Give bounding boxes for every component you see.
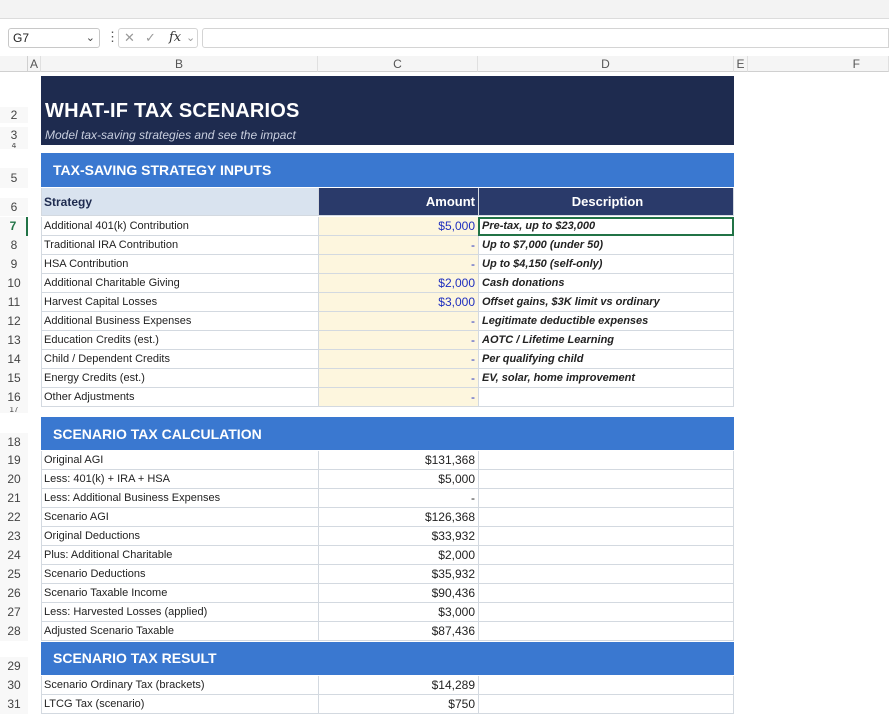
calc-value[interactable]: $90,436 bbox=[318, 584, 478, 603]
strategy-label[interactable]: Additional Charitable Giving bbox=[41, 274, 318, 293]
description-cell[interactable]: EV, solar, home improvement bbox=[478, 369, 734, 388]
row-header-6[interactable]: 6 bbox=[0, 198, 28, 216]
header-strategy[interactable]: Strategy bbox=[41, 188, 318, 216]
header-description[interactable]: Description bbox=[478, 188, 734, 216]
strategy-label[interactable]: Additional Business Expenses bbox=[41, 312, 318, 331]
row-header-13[interactable]: 13 bbox=[0, 331, 28, 350]
empty-cell[interactable] bbox=[478, 584, 734, 603]
section-header-inputs bbox=[41, 153, 734, 187]
column-header-c[interactable]: C bbox=[318, 56, 478, 72]
calc-label[interactable]: Less: Harvested Losses (applied) bbox=[41, 603, 318, 622]
section-header-calculation bbox=[41, 417, 734, 450]
cancel-icon[interactable]: ✕ bbox=[124, 30, 135, 45]
description-cell[interactable]: Per qualifying child bbox=[478, 350, 734, 369]
formula-buttons bbox=[118, 28, 198, 48]
name-box[interactable] bbox=[8, 28, 100, 48]
strategy-label[interactable]: Additional 401(k) Contribution bbox=[41, 217, 318, 236]
row-header-12[interactable]: 12 bbox=[0, 312, 28, 331]
column-header-e[interactable]: E bbox=[734, 56, 748, 72]
section-title: SCENARIO TAX RESULT bbox=[53, 650, 217, 666]
calc-value[interactable]: $126,368 bbox=[318, 508, 478, 527]
result-value[interactable]: $750 bbox=[318, 695, 478, 714]
insert-function-icon[interactable]: fx bbox=[169, 30, 182, 45]
row-header-25[interactable]: 25 bbox=[0, 565, 28, 584]
page-title: WHAT-IF TAX SCENARIOS bbox=[45, 100, 300, 122]
strategy-label[interactable]: Other Adjustments bbox=[41, 388, 318, 407]
confirm-icon[interactable]: ✓ bbox=[145, 30, 156, 45]
empty-cell[interactable] bbox=[478, 546, 734, 565]
more-options-icon[interactable]: ⋮ bbox=[106, 29, 119, 44]
description-cell[interactable]: Offset gains, $3K limit vs ordinary bbox=[478, 293, 734, 312]
row-header-11[interactable]: 11 bbox=[0, 293, 28, 312]
row-header-15[interactable]: 15 bbox=[0, 369, 28, 388]
row-header-5[interactable]: 5 bbox=[0, 168, 28, 188]
row-header-29[interactable]: 29 bbox=[0, 657, 28, 676]
amount-input[interactable]: - bbox=[318, 312, 478, 331]
amount-input[interactable]: - bbox=[318, 331, 478, 350]
calc-value[interactable]: $87,436 bbox=[318, 622, 478, 641]
amount-input[interactable]: - bbox=[318, 236, 478, 255]
result-value[interactable]: $14,289 bbox=[318, 676, 478, 695]
description-cell[interactable]: Up to $4,150 (self-only) bbox=[478, 255, 734, 274]
calc-value[interactable]: $3,000 bbox=[318, 603, 478, 622]
amount-input[interactable]: $2,000 bbox=[318, 274, 478, 293]
calc-label[interactable]: Less: 401(k) + IRA + HSA bbox=[41, 470, 318, 489]
row-header-27[interactable]: 27 bbox=[0, 603, 28, 622]
row-header-22[interactable]: 22 bbox=[0, 508, 28, 527]
strategy-label[interactable]: Child / Dependent Credits bbox=[41, 350, 318, 369]
row-header-30[interactable]: 30 bbox=[0, 676, 28, 695]
description-cell[interactable]: AOTC / Lifetime Learning bbox=[478, 331, 734, 350]
row-header-16[interactable]: 16 bbox=[0, 388, 28, 407]
amount-input[interactable]: - bbox=[318, 255, 478, 274]
result-label[interactable]: Scenario Ordinary Tax (brackets) bbox=[41, 676, 318, 695]
title-banner bbox=[41, 76, 734, 145]
description-cell[interactable]: Cash donations bbox=[478, 274, 734, 293]
column-header-f[interactable]: F bbox=[748, 56, 889, 72]
amount-input[interactable]: - bbox=[318, 350, 478, 369]
column-header-b[interactable]: B bbox=[41, 56, 318, 72]
calc-label[interactable]: Plus: Additional Charitable bbox=[41, 546, 318, 565]
select-all-corner[interactable] bbox=[0, 56, 28, 72]
empty-cell[interactable] bbox=[478, 695, 734, 714]
calc-label[interactable]: Original AGI bbox=[41, 451, 318, 470]
calc-label[interactable]: Adjusted Scenario Taxable bbox=[41, 622, 318, 641]
row-header-7[interactable]: 7 bbox=[0, 217, 28, 236]
calc-label[interactable]: Original Deductions bbox=[41, 527, 318, 546]
empty-cell[interactable] bbox=[478, 489, 734, 508]
calc-value[interactable]: $35,932 bbox=[318, 565, 478, 584]
row-header-18[interactable]: 18 bbox=[0, 433, 28, 451]
row-header-8[interactable]: 8 bbox=[0, 236, 28, 255]
calc-label[interactable]: Less: Additional Business Expenses bbox=[41, 489, 318, 508]
empty-cell[interactable] bbox=[478, 451, 734, 470]
strategy-label[interactable]: Harvest Capital Losses bbox=[41, 293, 318, 312]
empty-cell[interactable] bbox=[478, 676, 734, 695]
chevron-down-icon[interactable]: ⌄ bbox=[85, 32, 95, 44]
calc-label[interactable]: Scenario Deductions bbox=[41, 565, 318, 584]
row-header-2[interactable]: 2 bbox=[0, 107, 28, 123]
row-header-4[interactable]: 4 bbox=[0, 143, 28, 149]
calc-value[interactable]: $131,368 bbox=[318, 451, 478, 470]
row-header-9[interactable]: 9 bbox=[0, 255, 28, 274]
row-header-21[interactable]: 21 bbox=[0, 489, 28, 508]
row-header-20[interactable]: 20 bbox=[0, 470, 28, 489]
page-subtitle: Model tax-saving strategies and see the impact bbox=[45, 128, 296, 142]
amount-input[interactable]: - bbox=[318, 369, 478, 388]
section-title: TAX-SAVING STRATEGY INPUTS bbox=[53, 162, 272, 178]
empty-cell[interactable] bbox=[478, 527, 734, 546]
calc-value[interactable]: $2,000 bbox=[318, 546, 478, 565]
chevron-down-icon[interactable]: ⌄ bbox=[186, 32, 196, 44]
row-header-17[interactable]: 17 bbox=[0, 407, 28, 413]
amount-input[interactable]: $3,000 bbox=[318, 293, 478, 312]
row-header-10[interactable]: 10 bbox=[0, 274, 28, 293]
calc-value[interactable]: - bbox=[318, 489, 478, 508]
row-header-14[interactable]: 14 bbox=[0, 350, 28, 369]
title-bar bbox=[0, 0, 889, 19]
row-header-23[interactable]: 23 bbox=[0, 527, 28, 546]
row-header-3[interactable]: 3 bbox=[0, 127, 28, 143]
formula-input[interactable] bbox=[202, 28, 889, 48]
strategy-label[interactable]: Traditional IRA Contribution bbox=[41, 236, 318, 255]
row-header-31[interactable]: 31 bbox=[0, 695, 28, 714]
strategy-label[interactable]: Education Credits (est.) bbox=[41, 331, 318, 350]
row-header-26[interactable]: 26 bbox=[0, 584, 28, 603]
calc-value[interactable]: $5,000 bbox=[318, 470, 478, 489]
row-header-28[interactable]: 28 bbox=[0, 622, 28, 641]
description-cell[interactable]: Legitimate deductible expenses bbox=[478, 312, 734, 331]
calc-label[interactable]: Scenario AGI bbox=[41, 508, 318, 527]
amount-input[interactable]: $5,000 bbox=[318, 217, 478, 236]
column-header-a[interactable]: A bbox=[28, 56, 41, 72]
column-header-d[interactable]: D bbox=[478, 56, 734, 72]
formula-bar bbox=[0, 25, 889, 51]
name-box-value: G7 bbox=[13, 31, 30, 45]
header-amount[interactable]: Amount bbox=[318, 188, 478, 216]
empty-cell[interactable] bbox=[478, 470, 734, 489]
description-cell[interactable]: Pre-tax, up to $23,000 bbox=[478, 217, 734, 236]
empty-cell[interactable] bbox=[478, 622, 734, 641]
empty-cell[interactable] bbox=[478, 603, 734, 622]
strategy-label[interactable]: Energy Credits (est.) bbox=[41, 369, 318, 388]
result-label[interactable]: LTCG Tax (scenario) bbox=[41, 695, 318, 714]
amount-input[interactable]: - bbox=[318, 388, 478, 407]
row-header-19[interactable]: 19 bbox=[0, 451, 28, 470]
row-header-24[interactable]: 24 bbox=[0, 546, 28, 565]
empty-cell[interactable] bbox=[478, 565, 734, 584]
strategy-label[interactable]: HSA Contribution bbox=[41, 255, 318, 274]
description-cell[interactable]: Up to $7,000 (under 50) bbox=[478, 236, 734, 255]
calc-label[interactable]: Scenario Taxable Income bbox=[41, 584, 318, 603]
section-header-result bbox=[41, 642, 734, 675]
calc-value[interactable]: $33,932 bbox=[318, 527, 478, 546]
description-cell[interactable] bbox=[478, 388, 734, 407]
empty-cell[interactable] bbox=[478, 508, 734, 527]
section-title: SCENARIO TAX CALCULATION bbox=[53, 426, 262, 442]
